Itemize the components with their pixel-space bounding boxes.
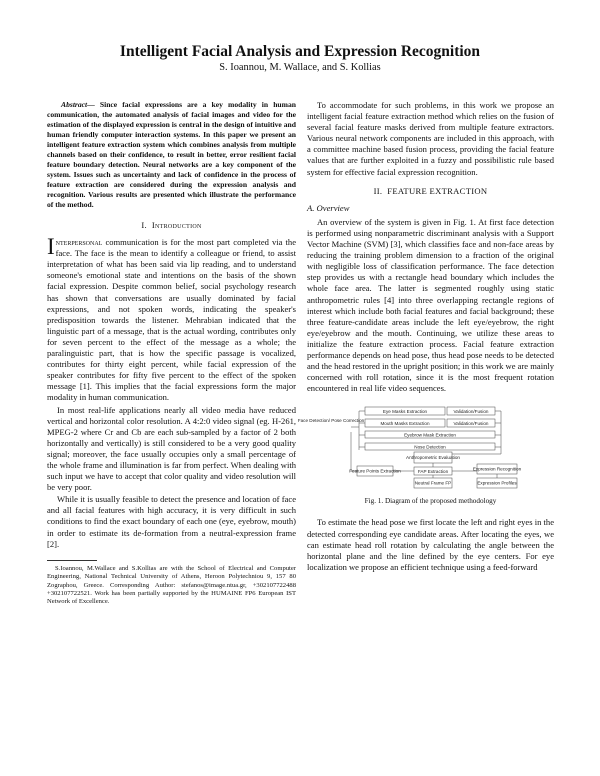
paper-authors: S. Ioannou, M. Wallace, and S. Kollias <box>219 62 381 73</box>
anthropometric-label: Anthropometric Evaluation <box>406 455 460 461</box>
face-detection-label <box>298 418 365 423</box>
head-pose-paragraph: To estimate the head pose we first locate the left and right eyes in the detected corresponding eye candidate areas. After locating the eyes, we can estimate head roll rotation by calculating the angle between the horizontal plane and the line defined by the eye centers. For eye localization we propose an efficient technique using a feed-forward <box>307 517 554 572</box>
intro-paragraph-3: While it is usually feasible to detect the presence and location of face and all facial features with high accuracy, it is very difficult in such conditions to find the exact boundary of each one (eye, eyebrow, mouth) in order to estimate its de-formation from a neutral-expression frame [2]. <box>47 494 296 549</box>
small-caps-lead: nterpersonal <box>55 237 103 248</box>
drop-cap: I <box>47 234 55 260</box>
validation-eye-label: Validation/Fusion <box>453 409 489 415</box>
figure-1-diagram <box>297 402 554 492</box>
nose-detection-label: Nose Detection <box>414 444 446 450</box>
expression-profiles-label: Expression Profiles <box>477 480 517 486</box>
right-column <box>297 100 554 574</box>
figure-caption: Fig. 1. Diagram of the proposed methodology <box>364 497 497 506</box>
section-title: FEATURE EXTRACTION <box>387 185 488 196</box>
validation-mouth-label: Validation/Fusion <box>453 421 489 427</box>
paper-title: Intelligent Facial Analysis and Expression Recognition <box>119 43 481 60</box>
mouth-masks-label: Mouth Masks Extraction <box>380 421 430 427</box>
footnote-rule <box>47 560 97 561</box>
section-title: Introduction <box>151 220 202 230</box>
face-box-text: Face Detection/ Pose Correction <box>297 418 365 424</box>
feature-points-label: Feature Points Extraction <box>349 468 401 474</box>
section-number: II. <box>373 185 383 196</box>
left-column <box>47 100 296 607</box>
abstract-text: — Since facial expressions are a key modality in human communication, the automated analysis of facial images and video for the estimation of the displayed expression is central in the design of intuitive and human friendly computer interaction systems. In this paper we present an intelligent feature extraction system which combines analysis from multiple channels based on their confidence, to result in better, error resilient facial feature boundary detection. Neural networks are a key component of the system. Issues such as uncertainty and lack of confidence in the process of feature extraction are considered during the expression analysis and recognition. Various results are presented which illustrate the performance of the method. <box>47 100 296 209</box>
abstract <box>47 100 296 210</box>
methodology-diagram <box>297 402 554 492</box>
footnote: S.Ioannou, M.Wallace and S.Kollias are with the School of Electrical and Computer Engineering, National Technical University of Athens, Heroon Polytechniou 9, 157 80 Zographou, Greece. Corresponding Author: stefanos@image.ntua.gr, +302107722488 +302107722521. Work has been partially supported by the HUMAINE FP6 European IST Network of Excellence. <box>47 564 296 606</box>
section-number: I. <box>141 220 147 230</box>
neutral-frame-label: Neutral Frame FP <box>414 480 452 486</box>
expression-recognition-label: Expression Recognition <box>472 466 522 472</box>
section-heading-feature-extraction <box>307 186 554 197</box>
intro-paragraph-1-text: communication is for the most part completed via the face. The face is the mean to identify a colleague or friend, to assist interpretation of what has been said via lip reading, and to understand someone's emotional state and intentions on the basis of the shown facial expression. Despite common belief, social psychology research has shown that conversations are usually dominated by facial expressions, and not spoken words, indicating the speaker's predisposition towards the listener. Mehrabian indicated that the linguistic part of a message, that is the actual wording, contributes only for seven percent to the effect of the message as a whole; the paralinguistic part, that is how the specific passage is vocalized, contributes for thirty eight percent, while facial expression of the speaker contributes for fifty five percent to the effect of the spoken message [1]. This implies that the facial expressions form the major modality in human communication. <box>47 237 296 403</box>
eye-masks-label: Eye Masks Extraction <box>382 409 428 415</box>
right-intro-paragraph: To accommodate for such problems, in this work we propose an intelligent facial feature extraction method which relies on the fusion of several facial feature masks derived from multiple feature extractors. Various neural network components are included in this approach, with a committee machine based fusion process, providing the facial feature values that are further exploited in a fuzzy and possibilistic rule based system for effective facial expression recognition. <box>307 100 554 177</box>
intro-paragraph-2: In most real-life applications nearly all video media have reduced vertical and horizontal color resolution. A 4:2:0 video signal (eg. H-261, MPEG-2 where Cr and Cb are each sub-sampled by a factor of 2 both horizontally and vertically) is still considered to be a very good quality signal; moreover, the face usually occupies only a small percentage of the whole frame and illumination is far from perfect. When dealing with such input we have to accept that color quality and video resolution will be very poor. <box>47 404 296 493</box>
fap-label: FAP Extraction <box>417 469 449 475</box>
eyebrow-mask-label: Eyebrow Mask Extraction <box>404 432 456 438</box>
overview-paragraph: An overview of the system is given in Fig. 1. At first face detection is performed using nonparametric discriminant analysis with a Support Vector Machine (SVM) [3], which classifies face and non-face areas by reducing the training problem dimension to a fraction of the original with negligible loss of classification performance. The face detection step provides us with a rectangle head boundary which includes the whole face area. The latter is segmented roughly using static anthropometric rules [4] into three overlapping rectangle regions of interest which include both facial features and facial background; these three feature-candidate areas include the left eye/eyebrow, the right eye/eyebrow and the mouth. Continuing, we utilize these areas to initialize the feature extraction process. Facial feature extraction performance depends on head pose, thus head pose needs to be detected and the head restored in the upright position; in this work we are mainly concerned with roll rotation, since it is the most frequent rotation encountered in real life video sequences. <box>307 216 554 394</box>
intro-paragraph-1 <box>47 234 296 403</box>
section-heading-introduction <box>47 220 296 231</box>
subsection-heading: A. Overview <box>307 202 350 213</box>
abstract-label: Abstract <box>61 100 88 109</box>
